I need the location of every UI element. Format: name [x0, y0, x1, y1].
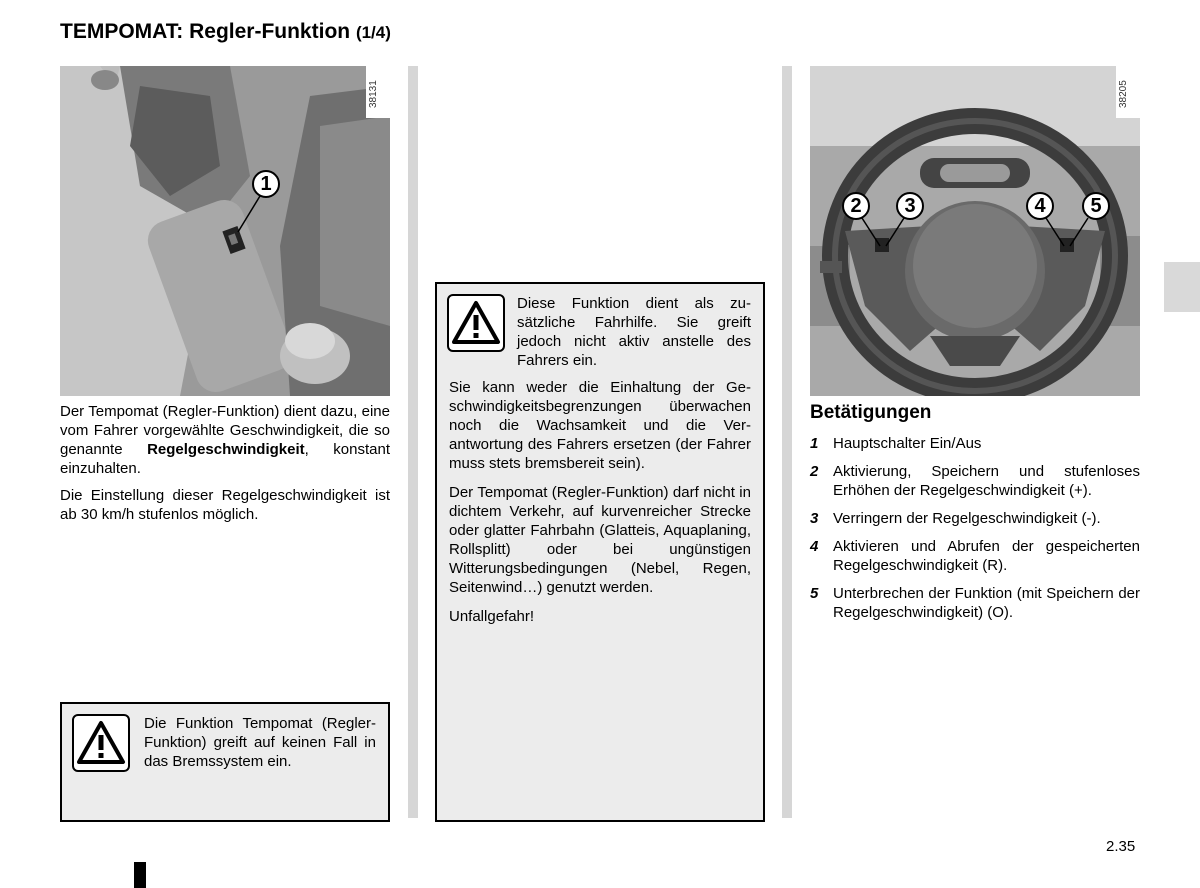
intro-paragraph	[60, 402, 390, 478]
driver-assist-warning-box	[435, 282, 765, 822]
left-column-text	[60, 402, 390, 532]
setting-paragraph: Die Einstellung dieser Regelgeschwindigkeit ist ab 30 km/h stufenlos möglich.	[60, 487, 390, 523]
controls-section-title: Betätigungen	[810, 402, 932, 423]
list-item-text: Verringern der Regelgeschwindigkeit (-).	[833, 510, 1101, 527]
brake-warning-box	[60, 702, 390, 822]
chapter-tab	[1164, 262, 1200, 312]
controls-list	[810, 434, 1140, 631]
steering-wheel-photo	[810, 66, 1140, 396]
list-item-number: 5	[810, 585, 819, 602]
warning-triangle-svg	[449, 296, 503, 350]
list-item	[810, 462, 1140, 500]
photo-number: 38205	[1118, 80, 1129, 108]
conditions-paragraph: Der Tempomat (Regler-Funktion) darf nicht in dichtem Verkehr, auf kurvenreicher Strecke oder glatter Fahrbahn (Glatteis, Aquaplaning, Rollsplitt) oder bei ungünstigen Witterungsbedingungen (Nebel, Regen, Seitenwind…) genutzt werden.	[449, 484, 751, 596]
warning-triangle-svg	[74, 716, 128, 770]
callout-2	[842, 192, 870, 220]
driver-assist-body	[449, 378, 751, 636]
list-item	[810, 584, 1140, 622]
page-title-text: TEMPOMAT: Regler-Funktion	[60, 20, 351, 43]
accident-risk-paragraph: Unfallgefahr!	[449, 608, 535, 625]
page-number: 2.35	[1106, 838, 1136, 855]
list-item	[810, 537, 1140, 575]
photo-number: 38131	[368, 80, 379, 108]
page-part-indicator: (1/4)	[355, 23, 391, 42]
callout-1-label: 1	[260, 173, 272, 195]
callout-5-label: 5	[1090, 195, 1102, 217]
list-item-text: Unterbrechen der Funktion (mit Speichern der Regelgeschwindigkeit) (O).	[833, 585, 1140, 621]
list-item-text: Aktivieren und Abrufen der gespeicherten Regelgeschwindigkeit (R).	[833, 538, 1140, 574]
list-item-number: 2	[810, 463, 819, 480]
driver-assist-intro: Diese Funktion dient als zusätzliche Fahrhilfe. Sie greift jedoch nicht aktiv anstelle des Fahrers ein.	[517, 295, 751, 369]
callout-4-label: 4	[1034, 195, 1046, 217]
callout-5	[1082, 192, 1110, 220]
warning-triangle-icon	[72, 714, 130, 772]
list-item-number: 4	[810, 538, 819, 555]
intro-paragraph-a: Der Tempomat (Regler-Funktion) dient dazu, eine vom Fahrer vorgewählte Geschwindigkeit, die so genannte	[60, 403, 390, 458]
page-edge-marker	[134, 862, 146, 888]
steering-wheel-illustration	[810, 66, 1140, 396]
callout-4	[1026, 192, 1054, 220]
list-item-text: Aktivierung, Speichern und stufenloses Erhöhen der Regelgeschwindigkeit (+).	[833, 463, 1140, 499]
list-item-text: Hauptschalter Ein/Aus	[833, 435, 982, 452]
callout-1	[252, 170, 280, 198]
warning-triangle-icon	[447, 294, 505, 352]
list-item	[810, 434, 1140, 453]
page-title	[60, 20, 391, 44]
list-item-number: 1	[810, 435, 819, 452]
center-console-photo	[60, 66, 390, 396]
callout-3-label: 3	[904, 195, 916, 217]
intro-paragraph-bold: Regelgeschwindigkeit	[147, 441, 305, 458]
intro-paragraph-b: , konstant einzuhalten.	[60, 441, 390, 477]
center-console-illustration	[60, 66, 390, 396]
list-item-number: 3	[810, 510, 819, 527]
list-item	[810, 509, 1140, 528]
callout-3	[896, 192, 924, 220]
limits-paragraph: Sie kann weder die Einhaltung der Geschwindigkeitsbegrenzungen überwachen noch die Wachsamkeit und die Verantwortung des Fahrers ersetzen (der Fahrer muss stets bremsbereit sein).	[449, 379, 751, 472]
column-divider-left	[408, 66, 418, 818]
column-divider-right	[782, 66, 792, 818]
brake-warning-text: Die Funktion Tempomat (Regler-Funktion) greift auf keinen Fall in das Bremssystem ein.	[144, 715, 376, 770]
callout-2-label: 2	[850, 195, 862, 217]
